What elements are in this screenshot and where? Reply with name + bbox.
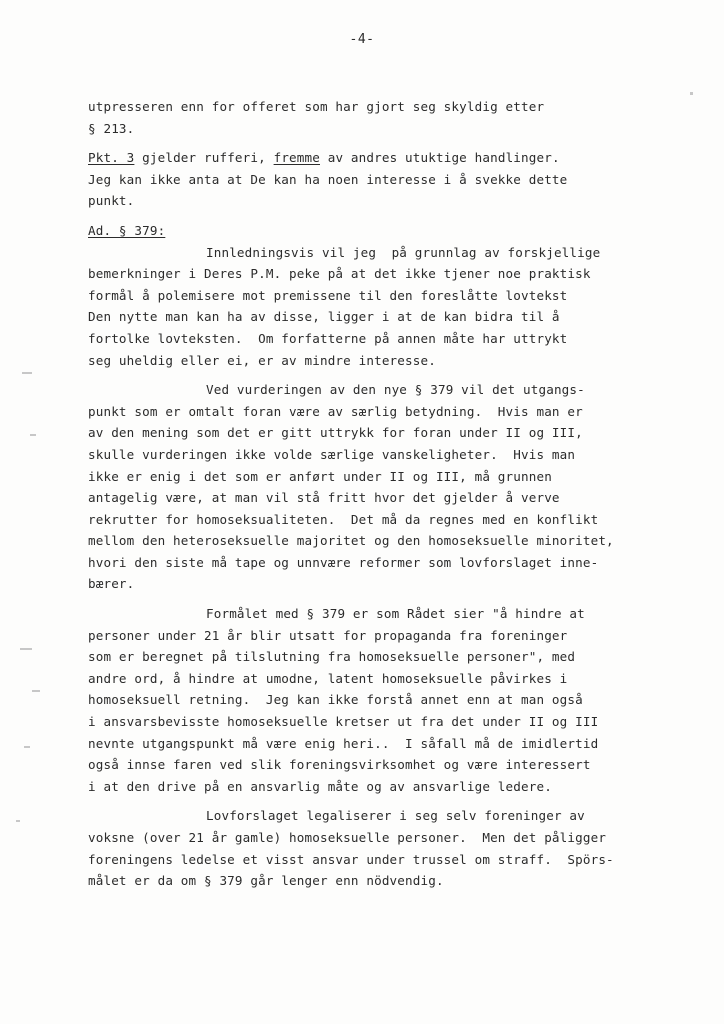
page-number: -4- (349, 32, 375, 47)
text-line: i ansvarsbevisste homoseksuelle kretser ut fra det under II og III (88, 714, 599, 730)
text-line: personer under 21 år blir utsatt for propaganda fra foreninger (88, 627, 568, 643)
text-line: hvori den siste må tape og unnvære reformer som lovforslaget inne- (88, 554, 599, 570)
text-line: Innledningsvis vil jeg på grunnlag av forskjellige (206, 244, 601, 260)
text-line: utpresseren enn for offeret som har gjort seg skyldig etter (88, 99, 545, 114)
text-line: Den nytte man kan ha av disse, ligger i at de kan bidra til å (88, 309, 560, 325)
text-line: mellom den heteroseksuelle majoritet og den homoseksuelle minoritet, (88, 533, 614, 549)
text-line: fortolke lovteksten. Om forfatterne på annen måte har uttrykt (88, 330, 568, 346)
text-line: bemerkninger i Deres P.M. peke på at det ikke tjener noe praktisk (88, 266, 591, 282)
text-line (88, 147, 708, 169)
paragraph-3 (88, 220, 708, 371)
text-line: bærer. (88, 576, 135, 592)
text-line: foreningens ledelse et visst ansvar under trussel om straff. Spörs- (88, 851, 614, 867)
section-heading: Ad. § 379: (88, 222, 166, 238)
underlined-word: fremme (273, 150, 320, 166)
letter-body (88, 96, 708, 892)
text-line: målet er da om § 379 går lenger enn nödvendig. (88, 873, 444, 889)
scan-speck (22, 372, 32, 374)
text-line: også innse faren ved slik foreningsvirksomhet og være interessert (88, 757, 591, 773)
text-line: § 213. (88, 120, 135, 136)
paragraph-2 (88, 147, 708, 212)
point-label: Pkt. 3 (88, 150, 135, 166)
text-line: punkt. (88, 193, 135, 209)
scan-speck (16, 820, 20, 822)
text-line: Ved vurderingen av den nye § 379 vil det utgangs- (206, 382, 585, 398)
text-line: voksne (over 21 år gamle) homoseksuelle personer. Men det påligger (88, 830, 607, 845)
scan-speck (30, 434, 36, 436)
text-line: formål å polemisere mot premissene til den foreslåtte lovtekst (88, 287, 568, 303)
text-line: ikke er enig i det som er anført under II og III, må grunnen (88, 468, 552, 484)
text-line: av den mening som det er gitt uttrykk for foran under II og III, (88, 425, 583, 441)
text-line: antagelig være, at man vil stå fritt hvor det gjelder å verve (88, 490, 560, 506)
text-line: skulle vurderingen ikke volde særlige vanskeligheter. Hvis man (88, 446, 576, 462)
text-line: rekrutter for homoseksualiteten. Det må da regnes med en konflikt (88, 511, 599, 527)
text-line (88, 220, 708, 242)
text-line: i at den drive på en ansvarlig måte og av ansvarlige ledere. (88, 778, 552, 794)
scan-speck (690, 92, 693, 95)
text-line: punkt som er omtalt foran være av særlig betydning. Hvis man er (88, 403, 583, 419)
text-line: nevnte utgangspunkt må være enig heri.. I såfall må de imidlertid (88, 735, 599, 751)
scan-speck (20, 648, 32, 650)
paragraph-1 (88, 96, 708, 139)
paragraph-4 (88, 379, 708, 595)
text-line: Jeg kan ikke anta at De kan ha noen interesse i å svekke dette (88, 171, 568, 187)
text-line: Formålet med § 379 er som Rådet sier "å hindre at (206, 606, 585, 622)
scan-speck (32, 690, 40, 692)
text-fragment: av andres utuktige handlinger. (320, 150, 560, 166)
text-line: homoseksuell retning. Jeg kan ikke forstå annet enn at man også (88, 692, 583, 708)
text-line: andre ord, å hindre at umodne, latent homoseksuelle påvirkes i (88, 670, 568, 686)
scan-speck (24, 746, 30, 748)
text-line: Lovforslaget legaliserer i seg selv foreninger av (206, 808, 585, 824)
text-line: som er beregnet på tilslutning fra homoseksuelle personer", med (88, 649, 576, 665)
paragraph-6 (88, 805, 708, 891)
text-fragment: gjelder rufferi, (134, 150, 274, 166)
text-line: seg uheldig eller ei, er av mindre interesse. (88, 352, 436, 368)
paragraph-5 (88, 603, 708, 797)
